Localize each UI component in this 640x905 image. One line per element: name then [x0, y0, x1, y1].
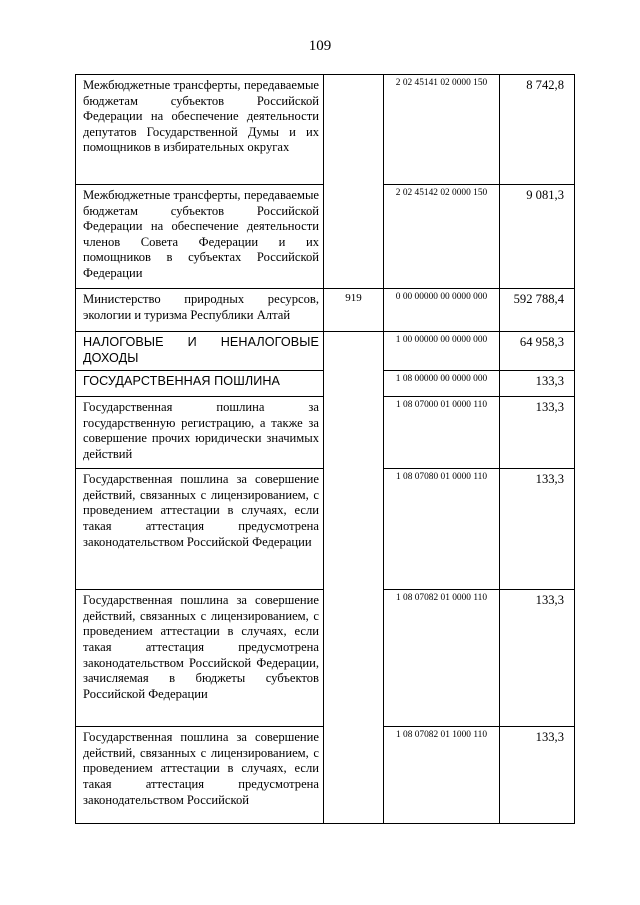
amount: 133,3	[500, 727, 575, 824]
admin-code	[324, 332, 384, 371]
table-row	[76, 590, 575, 727]
admin-code	[324, 397, 384, 469]
revenue-name: Межбюджетные трансферты, передаваемые бюджетам субъектов Российской Федерации на обеспечение деятельности депутатов Государственной Думы и их помощников в избирательных округах	[76, 75, 324, 185]
amount: 133,3	[500, 469, 575, 590]
table-row	[76, 75, 575, 185]
classification-code: 2 02 45141 02 0000 150	[384, 75, 500, 185]
revenue-name: Государственная пошлина за совершение действий, связанных с лицензированием, с проведением аттестации в случаях, если такая аттестация предусмотрена законодательством Российской	[76, 727, 324, 824]
revenue-table	[75, 74, 575, 824]
table-row	[76, 289, 575, 332]
amount: 133,3	[500, 397, 575, 469]
revenue-name: НАЛОГОВЫЕ И НЕНАЛОГОВЫЕ ДОХОДЫ	[76, 332, 324, 371]
table-row	[76, 185, 575, 289]
revenue-name: Государственная пошлина за совершение действий, связанных с лицензированием, с проведением аттестации в случаях, если такая аттестация предусмотрена законодательством Российской Федерации, зачисляемая в бюджеты субъектов Российской Федерации	[76, 590, 324, 727]
admin-code: 919	[324, 289, 384, 332]
table-row	[76, 332, 575, 371]
admin-code	[324, 371, 384, 397]
table-row	[76, 469, 575, 590]
classification-code: 1 08 07080 01 0000 110	[384, 469, 500, 590]
classification-code: 1 08 07082 01 0000 110	[384, 590, 500, 727]
classification-code: 0 00 00000 00 0000 000	[384, 289, 500, 332]
revenue-name: Министерство природных ресурсов, экологии и туризма Республики Алтай	[76, 289, 324, 332]
amount: 133,3	[500, 371, 575, 397]
amount: 9 081,3	[500, 185, 575, 289]
table-row	[76, 371, 575, 397]
revenue-name: Государственная пошлина за совершение действий, связанных с лицензированием, с проведением аттестации в случаях, если такая аттестация предусмотрена законодательством Российской Федерации	[76, 469, 324, 590]
amount: 64 958,3	[500, 332, 575, 371]
table-row	[76, 397, 575, 469]
classification-code: 1 08 00000 00 0000 000	[384, 371, 500, 397]
admin-code	[324, 75, 384, 185]
amount: 8 742,8	[500, 75, 575, 185]
revenue-name: ГОСУДАРСТВЕННАЯ ПОШЛИНА	[76, 371, 324, 397]
revenue-name: Межбюджетные трансферты, передаваемые бюджетам субъектов Российской Федерации на обеспечение деятельности членов Совета Федерации и их помощников в субъектах Российской Федерации	[76, 185, 324, 289]
table-row	[76, 727, 575, 824]
classification-code: 1 08 07000 01 0000 110	[384, 397, 500, 469]
page-number: 109	[308, 38, 332, 54]
admin-code	[324, 469, 384, 590]
classification-code: 1 08 07082 01 1000 110	[384, 727, 500, 824]
revenue-name: Государственная пошлина за государственную регистрацию, а также за совершение прочих юридически значимых действий	[76, 397, 324, 469]
admin-code	[324, 727, 384, 824]
classification-code: 1 00 00000 00 0000 000	[384, 332, 500, 371]
admin-code	[324, 590, 384, 727]
amount: 133,3	[500, 590, 575, 727]
amount: 592 788,4	[500, 289, 575, 332]
admin-code	[324, 185, 384, 289]
classification-code: 2 02 45142 02 0000 150	[384, 185, 500, 289]
